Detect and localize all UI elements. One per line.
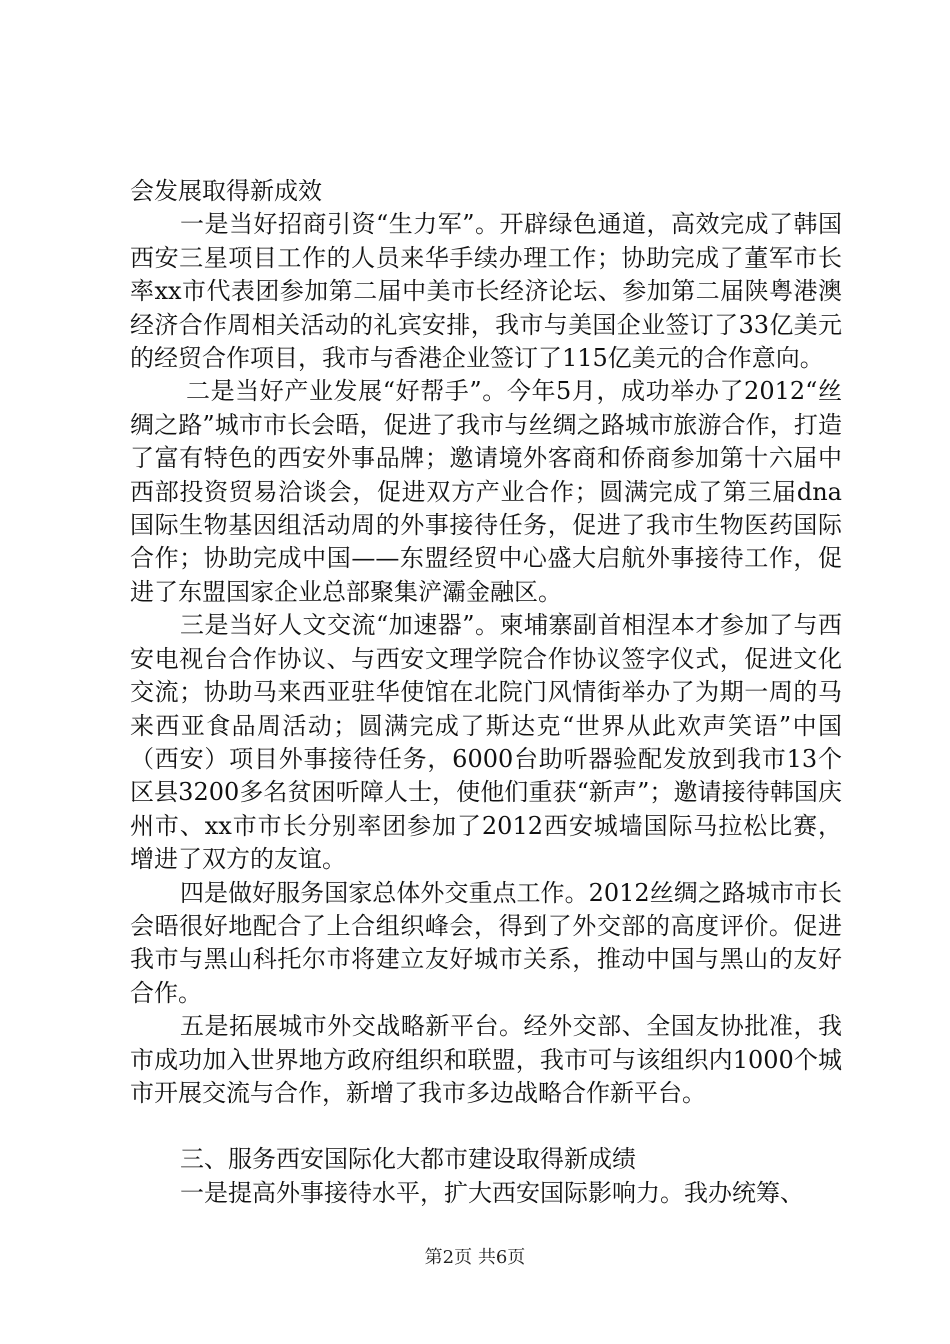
paragraph-section-start: 一是提高外事接待水平，扩大西安国际影响力。我办统筹、 xyxy=(180,1178,804,1207)
paragraph-item-3: 三是当好人文交流“加速器”。柬埔寨副首相涅本才参加了与西安电视台合作协议、与西安文理学院合作协议签字仪式，促进文化交流；协助马来西亚驻华使馆在北院门风情街举办了为期一周的马来西亚食品周活动；圆满完成了斯达克“世界从此欢声笑语”中国（西安）项目外事接待任务，6000台助听器验配发放到我市13个区县3200多名贫困听障人士，使他们重获“新声”；邀请接待韩国庆州市、xx市市长分别率团参加了2012西安城墙国际马拉松比赛，增进了双方的友谊。 xyxy=(130,611,842,874)
page-number-footer: 第2页 共6页 xyxy=(424,1247,526,1268)
paragraph-item-2: 二是当好产业发展“好帮手”。今年5月，成功举办了2012“丝绸之路”城市市长会晤，促进了我市与丝绸之路城市旅游合作，打造了富有特色的西安外事品牌；邀请境外客商和侨商参加第十六届中西部投资贸易洽谈会，促进双方产业合作；圆满完成了第三届dna国际生物基因组活动周的外事接待任务，促进了我市生物医药国际合作；协助完成中国——东盟经贸中心盛大启航外事接待工作，促进了东盟国家企业总部聚集浐灞金融区。 xyxy=(130,377,842,606)
paragraph-heading-continuation: 会发展取得新成效 xyxy=(130,177,322,205)
body-text xyxy=(130,175,842,1210)
paragraph-item-5: 五是拓展城市外交战略新平台。经外交部、全国友协批准，我市成功加入世界地方政府组织和联盟，我市可与该组织内1000个城市开展交流与合作，新增了我市多边战略合作新平台。 xyxy=(130,1012,842,1107)
paragraph-item-4: 四是做好服务国家总体外交重点工作。2012丝绸之路城市市长会晤很好地配合了上合组织峰会，得到了外交部的高度评价。促进我市与黑山科托尔市将建立友好城市关系，推动中国与黑山的友好合作。 xyxy=(130,878,842,1007)
section-heading: 三、服务西安国际化大都市建设取得新成绩 xyxy=(180,1145,636,1174)
paragraph-item-1: 一是当好招商引资“生力军”。开辟绿色通道，高效完成了韩国西安三星项目工作的人员来华手续办理工作；协助完成了董军市长率xx市代表团参加第二届中美市长经济论坛、参加第二届陕粤港澳经济合作周相关活动的礼宾安排，我市与美国企业签订了33亿美元的经贸合作项目，我市与香港企业签订了115亿美元的合作意向。 xyxy=(130,210,842,373)
